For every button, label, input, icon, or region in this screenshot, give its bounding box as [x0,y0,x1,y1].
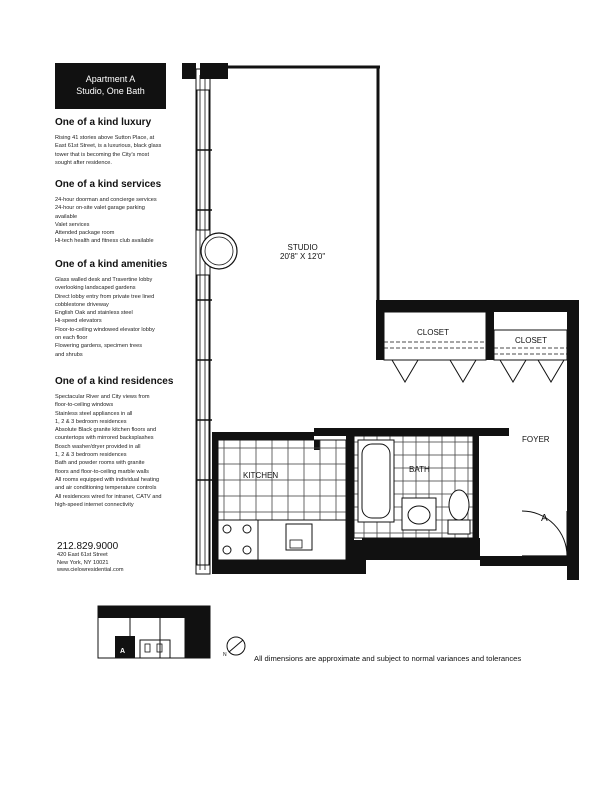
section-heading: One of a kind luxury [55,117,152,128]
unit-title: Apartment A [85,74,136,84]
north-marker: N [223,652,227,658]
section-line: All residences wired for intranet, CATV and [55,493,162,500]
section-line: overlooking landscaped gardens [55,285,136,292]
section-line: Hi-speed elevators [55,318,102,325]
section-line: 1, 2 & 3 bedroom residences [55,452,127,459]
studio-dimensions: 20'8" X 12'0" [280,252,326,261]
section-line: Spectacular River and City views from [55,394,150,400]
section-line: and air conditioning temperature controls [55,485,157,492]
section-line: sought after residence. [55,159,112,166]
section-line: All rooms equipped with individual heating [55,476,160,483]
section-line: available [55,213,78,220]
room-foyer-label: FOYER [522,435,550,444]
section-line: Direct lobby entry from private tree lined [55,293,155,300]
section-line: Floor-to-ceiling windowed elevator lobby [55,326,155,333]
section-line: cobblestone driveway [55,301,109,308]
studio-name: STUDIO [287,243,318,252]
section-heading: One of a kind amenities [55,259,168,270]
section-line: Absolute Black granite kitchen floors and [55,427,157,434]
section-line: floors and floor-to-ceiling marble walls [55,468,149,475]
section-heading: One of a kind residences [55,376,174,387]
section-line: Flowering gardens, specimen trees [55,343,143,350]
entry-marker: A [541,513,548,524]
section-line: 24-hour on-site valet garage parking [55,205,145,212]
section-line: Bosch washer/dryer provided in all [55,443,141,450]
key-plan-unit: A [120,648,126,655]
section-line: Glass walled desk and Travertine lobby [55,277,153,283]
section-line: Bath and powder rooms with granite [55,460,145,467]
unit-subtitle: Studio, One Bath [76,86,145,96]
section-line: Valet services [55,221,90,228]
room-kitchen-label: KITCHEN [243,471,279,480]
address-line: 420 East 61st Street [57,552,108,558]
section-line: tower that is becoming the City's most [55,151,150,158]
section-line: on each floor [55,335,88,342]
section-line: Stainless steel appliances in all [55,410,133,417]
room-bath-label: BATH [409,465,430,474]
section-line: Attended package room [55,230,115,237]
section-line: 24-hour doorman and concierge services [55,197,157,203]
website-link[interactable]: www.cielowresidential.com [57,567,124,573]
phone-number[interactable]: 212.829.9000 [57,541,119,552]
section-line: Rising 41 stories above Sutton Place, at [55,135,155,141]
room-closet-1-label: CLOSET [417,328,450,337]
section-line: English Oak and stainless steel [55,310,133,317]
disclaimer: All dimensions are approximate and subject to normal variances and tolerances [254,654,522,663]
section-line: countertops with mirrored backsplashes [55,435,154,442]
section-line: East 61st Street, is a luxurious, black glass [55,143,162,150]
section-line: high-speed internet connectivity [55,501,134,508]
section-line: floor-to-ceiling windows [55,402,114,409]
section-heading: One of a kind services [55,179,162,190]
section-line: Hi-tech health and fitness club available [55,238,154,245]
section-line: 1, 2 & 3 bedroom residences [55,418,127,425]
room-closet-2-label: CLOSET [515,336,548,345]
address-line: New York, NY 10021 [57,559,109,566]
section-line: and shrubs [55,351,83,358]
